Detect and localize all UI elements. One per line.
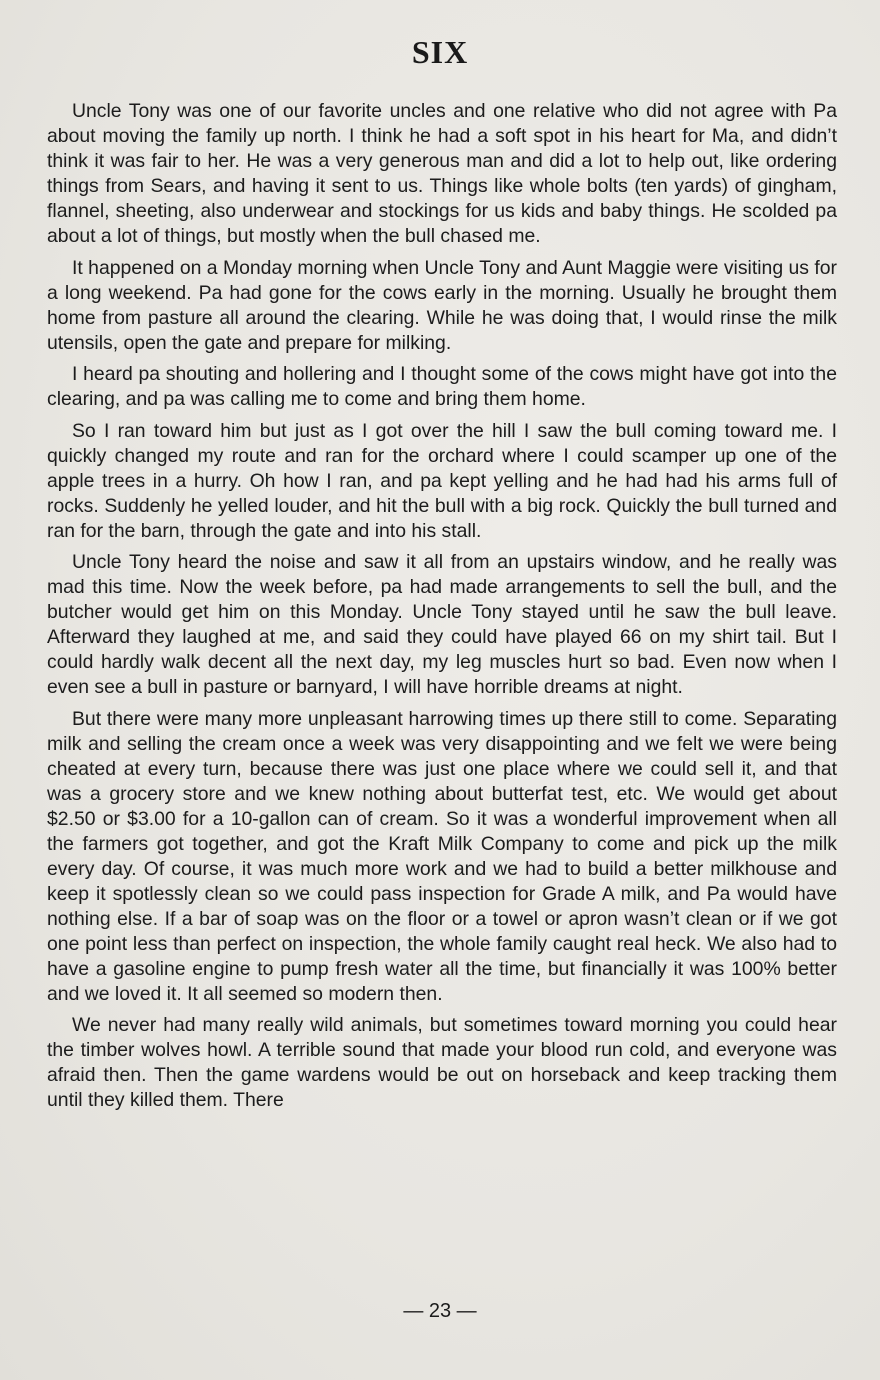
chapter-title: SIX bbox=[411, 34, 469, 70]
paragraph: But there were many more unpleasant harrowing times up there still to come. Separating milk and selling the cream once a week was very disappointing and we felt we were being cheated at every turn, because there was just one place where we could sell it, and that was a grocery store and we knew nothing about butterfat test, etc. We would get about $2.50 or $3.00 for a 10-gallon can of cream. So it was a wonderful improvement when all the farmers got together, and got the Kraft Milk Company to come and pick up the milk every day. Of course, it was much more work and we had to build a better milkhouse and keep it spotlessly clean so we could pass inspection for Grade A milk, and Pa would have nothing else. If a bar of soap was on the floor or a towel or apron wasn’t clean or if we got one point less than perfect on inspection, the whole family caught real heck. We also had to have a gasoline engine to pump fresh water all the time, but financially it was 100% better and we loved it. It all seemed so modern then. bbox=[47, 707, 837, 1005]
paragraph: So I ran toward him but just as I got over the hill I saw the bull coming toward me. I quickly changed my route and ran for the orchard where I could scamper up one of the apple trees in a hurry. Oh how I ran, and pa kept yelling and he had had his arms full of rocks. Suddenly he yelled louder, and hit the bull with a big rock. Quickly the bull turned and ran for the barn, through the gate and into his stall. bbox=[47, 419, 837, 542]
chapter-body bbox=[47, 99, 837, 1120]
paragraph: Uncle Tony was one of our favorite uncles and one relative who did not agree with Pa about moving the family up north. I think he had a soft spot in his heart for Ma, and didn’t think it was fair to her. He was a very generous man and did a lot to help out, like ordering things from Sears, and having it sent to us. Things like whole bolts (ten yards) of gingham, flannel, sheeting, also underwear and stockings for us kids and baby things. He scolded pa about a lot of things, but mostly when the bull chased me. bbox=[47, 100, 837, 247]
paragraph: We never had many really wild animals, but sometimes toward morning you could hear the timber wolves howl. A terrible sound that made your blood run cold, and everyone was afraid then. Then the game wardens would be out on horseback and keep tracking them until they killed them. There bbox=[47, 1014, 837, 1111]
paragraph: It happened on a Monday morning when Uncle Tony and Aunt Maggie were visiting us for a long weekend. Pa had gone for the cows early in the morning. Usually he brought them home from pasture all around the clearing. While he was doing that, I would rinse the milk utensils, open the gate and prepare for milking. bbox=[47, 256, 837, 354]
paragraph: Uncle Tony heard the noise and saw it all from an upstairs window, and he really was mad this time. Now the week before, pa had made arrangements to sell the bull, and the butcher would get him on this Monday. Uncle Tony stayed until he saw the bull leave. Afterward they laughed at me, and said they could have played 66 on my shirt tail. But I could hardly walk decent all the next day, my leg muscles hurt so bad. Even now when I even see a bull in pasture or barnyard, I will have horrible dreams at night. bbox=[47, 551, 837, 698]
page-number: — 23 — bbox=[403, 1300, 477, 1322]
paragraph: I heard pa shouting and hollering and I thought some of the cows might have got into the clearing, and pa was calling me to come and bring them home. bbox=[47, 363, 837, 410]
